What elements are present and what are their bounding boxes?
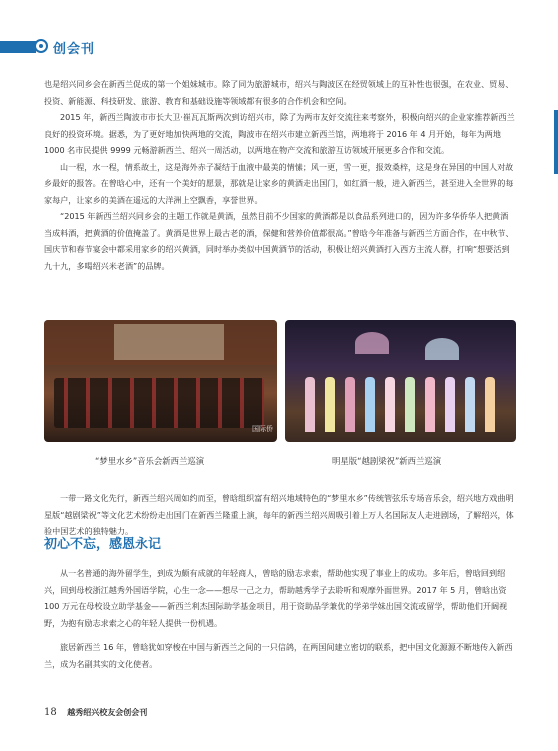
article-body-top <box>44 76 516 274</box>
paragraph: 山一程，水一程，情系故土，这是海外赤子凝结于血液中最美的情愫；风一更，雪一更，报效桑梓，这是身在异国的中国人对故乡最好的报答。在曾晗心中，还有一个美好的愿景，那就是让家乡的黄酒走出国门，如红酒一般，进入新西兰，甚至进入全世界的每家每户，让家乡的美酒在遥远的大洋洲上空飘香，享誉世界。 <box>44 161 514 205</box>
paragraph: 旅居新西兰 16 年，曾晗犹如穿梭在中国与新西兰之间的一只信鸽，在两国间建立密切的联系，把中国文化源源不断地传入新西兰，成为名副其实的文化使者。 <box>44 642 513 669</box>
paragraph: 2015 年，新西兰陶波市市长大卫·崔瓦瓦斯两次到访绍兴市，除了为两市友好交流往来考察外，积极向绍兴的企业家推荐新西兰良好的投资环境。据悉，为了更好地加快两地的交流，陶波市在绍兴市建立新西兰馆，两地将于 2016 年 4 月开始，每年为两地 1000 名市民提供 9999 元畅游新西兰、绍兴一周活动，以两地在物产交流和旅游互访领域开展更多合作和交流。 <box>44 112 515 155</box>
photo-watermark: 国际侨 <box>252 425 273 433</box>
photo-caption-right: 明星版“越剧梁祝”新西兰巡演 <box>332 456 442 466</box>
page-number: 18 <box>44 707 57 718</box>
publication-name: 越秀绍兴校友会创会刊 <box>67 708 148 717</box>
page-footer <box>44 707 147 718</box>
paragraph: “2015 年新西兰绍兴同乡会的主题工作就是黄酒，虽然目前不少国家的黄酒都是以食品系列进口的，因为许多华侨华人把黄酒当成料酒，把黄酒的价值掩盖了。黄酒是世界上最古老的酒，保健和营养价值都很高。”曾晗今年准备与新西兰方面合作，在中秋节、国庆节和春节宴会中都采用家乡的绍兴黄酒，同时举办类似中国黄酒节的活动，积极让绍兴黄酒打入西方主流人群，打响“想要活到九十九，多喝绍兴米老酒”的品牌。 <box>44 211 514 271</box>
concert-photo <box>44 320 277 442</box>
paragraph: 一带一路文化先行，新西兰绍兴周如约而至，曾晗组织富有绍兴地域特色的“梦里水乡”传统管弦乐专场音乐会，绍兴地方戏曲明星版“越剧梁祝”等文化艺术纷纷走出国门在新西兰隆重上演，每年的新西兰绍兴周吸引着上万人名国际友人走进剧场，了解绍兴，体验中国艺术的独特魅力。 <box>44 493 514 537</box>
photo-row <box>44 320 516 442</box>
paragraph: 从一名普通的海外留学生，到成为颇有成就的年轻商人，曾晗的励志求索，帮助他实现了事业上的成功。多年后，曾晗回到绍兴，回到母校浙江越秀外国语学院，心生一念——想尽一己之力，帮助越秀学子去聆听和观摩外面世界。2017 年 5 月，曾晗出资 100 万元在母校设立助学基金——新西兰利杰国际助学基金项目，用于资助品学兼优的学弟学妹出国交流或留学，帮助他们开阔视野，为抱有励志求索之心的年轻人提供一份机遇。 <box>44 568 508 628</box>
header-title: 创会刊 <box>53 42 96 57</box>
header-circle-icon <box>34 39 48 53</box>
section-heading: 初心不忘，感恩永记 <box>44 537 162 552</box>
header-bar <box>0 41 36 53</box>
paragraph: 也是绍兴同乡会在新西兰促成的第一个姐妹城市。除了同为旅游城市，绍兴与陶波区在经贸领域上的互补性也很强，在农业、贸易、投资、新能源、科技研发、旅游、教育和基础设施等领域都有很多的合作机会和空间。 <box>44 79 514 106</box>
article-body-bottom <box>44 557 516 680</box>
opera-photo <box>285 320 516 442</box>
photo-caption-left: “梦里水乡”音乐会新西兰巡演 <box>95 456 205 466</box>
side-accent-bar <box>554 110 558 174</box>
